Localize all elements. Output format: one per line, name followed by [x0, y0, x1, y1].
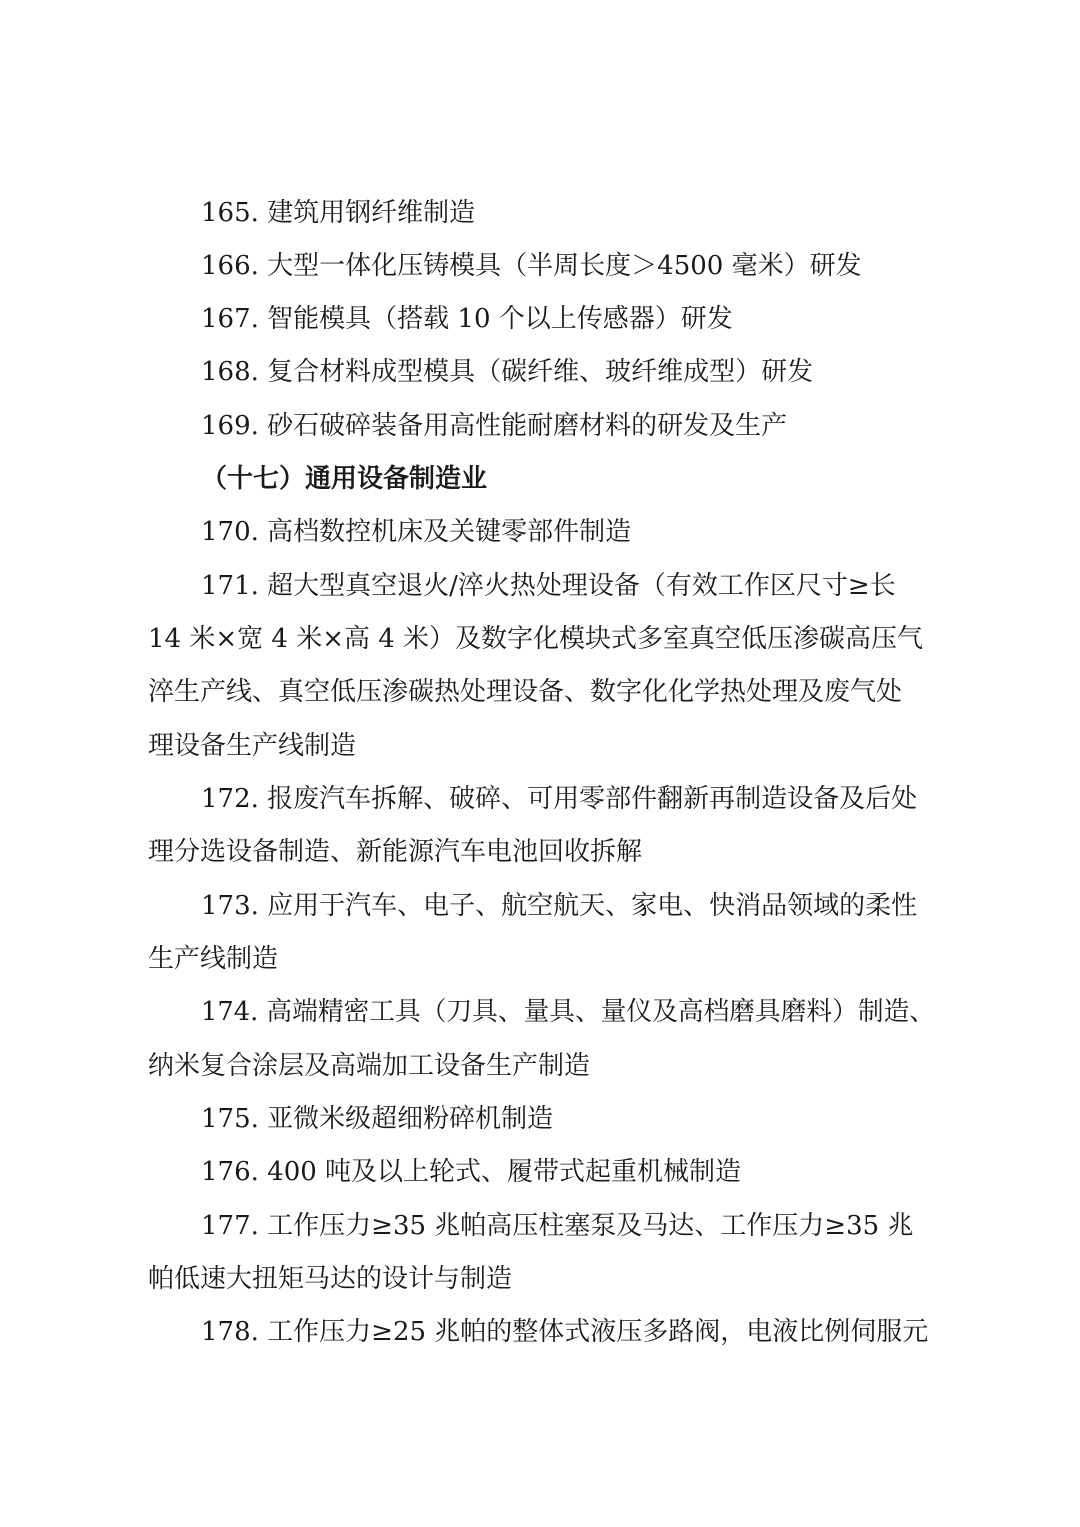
- item-165: [0, 193, 1080, 233]
- line-text: 172. 报废汽车拆解、破碎、可用零部件翻新再制造设备及后处: [201, 784, 918, 814]
- item-167: [0, 299, 1080, 339]
- line-text: 帕低速大扭矩马达的设计与制造: [148, 1264, 513, 1294]
- line-text: 176. 400 吨及以上轮式、履带式起重机械制造: [201, 1157, 742, 1187]
- item-166: [0, 246, 1080, 286]
- item-174-cont: [0, 1046, 1080, 1086]
- item-169: [0, 406, 1080, 446]
- item-173-cont: [0, 939, 1080, 979]
- line-text: 175. 亚微米级超细粉碎机制造: [201, 1104, 554, 1134]
- line-text: 178. 工作压力≥25 兆帕的整体式液压多路阀，电液比例伺服元: [201, 1317, 929, 1347]
- line-text: 理分选设备制造、新能源汽车电池回收拆解: [148, 837, 643, 867]
- item-177-cont: [0, 1259, 1080, 1299]
- line-text: 177. 工作压力≥35 兆帕高压柱塞泵及马达、工作压力≥35 兆: [201, 1211, 914, 1241]
- line-text: 淬生产线、真空低压渗碳热处理设备、数字化化学热处理及废气处: [148, 677, 903, 707]
- item-172: [0, 779, 1080, 819]
- line-text: 171. 超大型真空退火/淬火热处理设备（有效工作区尺寸≥长: [201, 571, 896, 601]
- item-174: [0, 992, 1080, 1032]
- item-171-cont: [0, 619, 1080, 659]
- item-176: [0, 1152, 1080, 1192]
- item-172-cont: [0, 832, 1080, 872]
- item-170: [0, 512, 1080, 552]
- line-text: 174. 高端精密工具（刀具、量具、量仪及高档磨具磨料）制造、: [201, 997, 935, 1027]
- line-text: 14 米×宽 4 米×高 4 米）及数字化模块式多室真空低压渗碳高压气: [148, 624, 924, 654]
- item-178: [0, 1312, 1080, 1352]
- line-text: 167. 智能模具（搭载 10 个以上传感器）研发: [201, 304, 733, 334]
- line-text: 理设备生产线制造: [148, 731, 357, 761]
- item-171-cont: [0, 726, 1080, 766]
- line-text: 169. 砂石破碎装备用高性能耐磨材料的研发及生产: [201, 411, 788, 441]
- line-text: 生产线制造: [148, 944, 279, 974]
- item-171: [0, 566, 1080, 606]
- item-173: [0, 886, 1080, 926]
- line-text: 170. 高档数控机床及关键零部件制造: [201, 517, 632, 547]
- section-heading: [0, 459, 1080, 499]
- line-text: 173. 应用于汽车、电子、航空航天、家电、快消品领域的柔性: [201, 891, 918, 921]
- item-171-cont: [0, 672, 1080, 712]
- line-text: 165. 建筑用钢纤维制造: [201, 198, 476, 228]
- heading-text: （十七）通用设备制造业: [201, 464, 488, 494]
- line-text: 166. 大型一体化压铸模具（半周长度＞4500 毫米）研发: [201, 251, 862, 281]
- line-text: 纳米复合涂层及高端加工设备生产制造: [148, 1051, 591, 1081]
- line-text: 168. 复合材料成型模具（碳纤维、玻纤维成型）研发: [201, 357, 814, 387]
- item-177: [0, 1206, 1080, 1246]
- item-168: [0, 352, 1080, 392]
- item-175: [0, 1099, 1080, 1139]
